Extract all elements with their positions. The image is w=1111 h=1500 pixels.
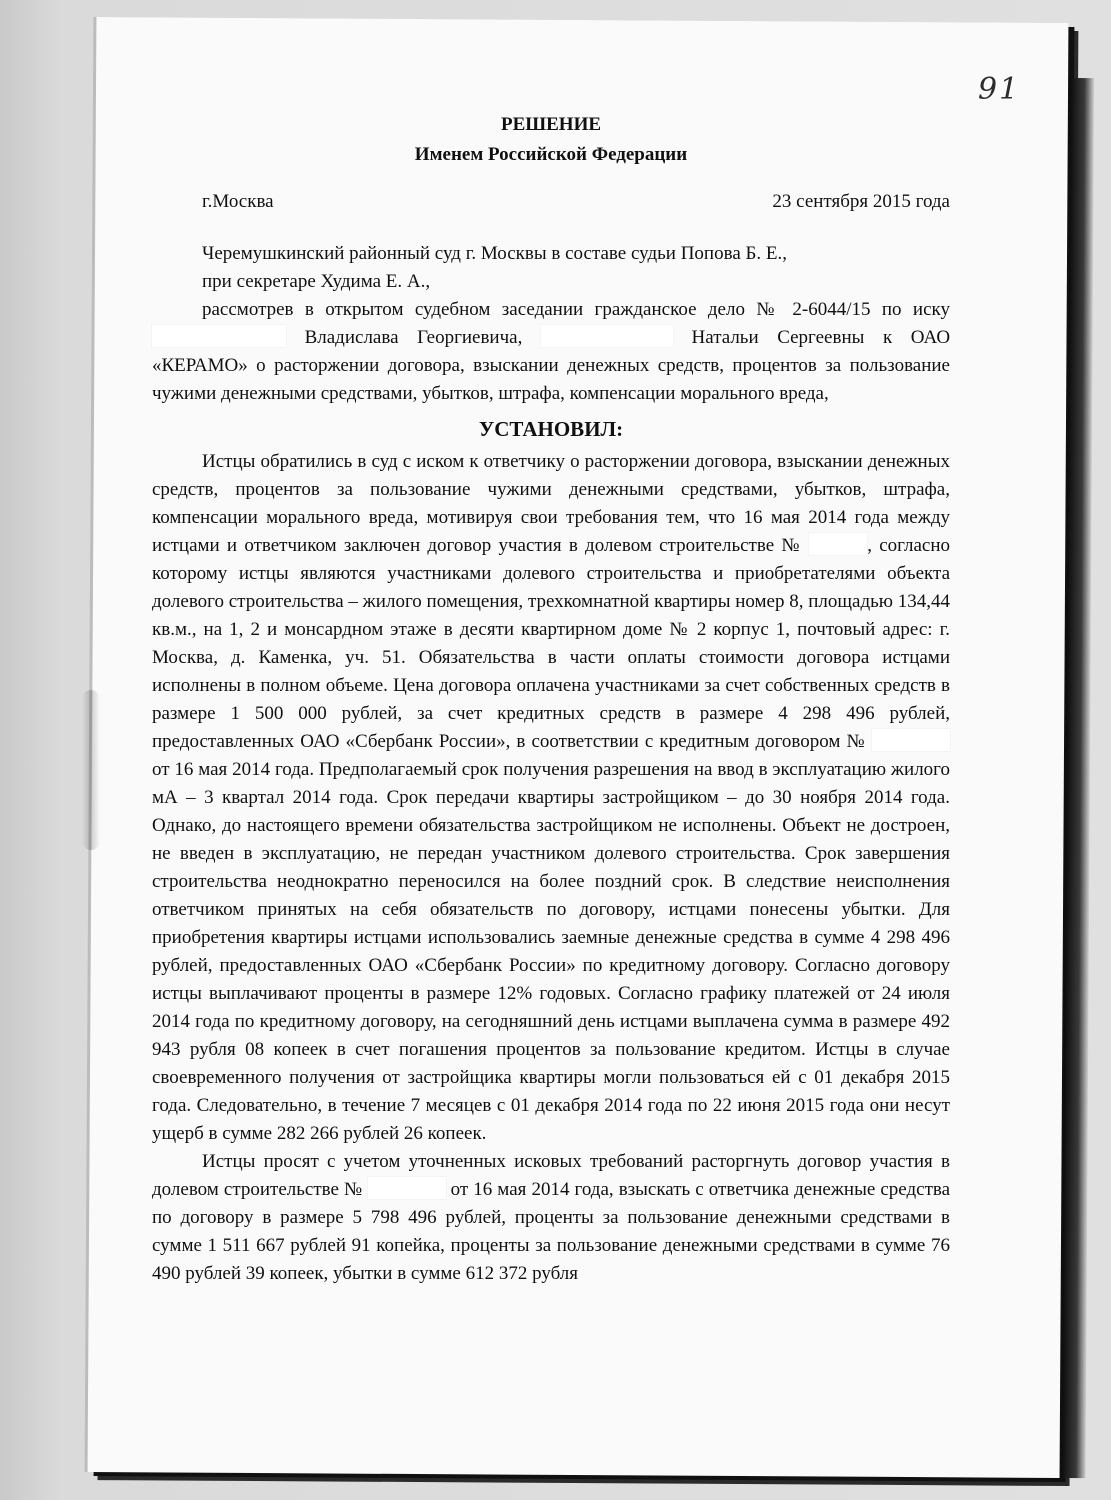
intro-text-rest: Натальи Сергеевны к ОАО «КЕРАМО» о расторжении договора, взыскании денежных средств, процентов за пользование чужими денежными средствами, убытков, штрафа, компенсации морального вреда, [152,327,951,404]
paragraph-text: Истцы обратились в суд с иском к ответчику о расторжении договора, взыскании денежных средств, процентов за пользование чужими денежными средствами, убытков, штрафа, компенсации морального вреда, мотивируя свои требования тем, что 16 мая 2014 года между истцами и ответчиком заключен договор участия в долевом строительстве № [152,451,950,556]
section-heading: УСТАНОВИЛ: [478,417,624,441]
paragraph-text: от 16 мая 2014 года. Предполагаемый срок получения разрешения на ввод в эксплуатацию жилого мА – 3 квартал 2014 года. Срок передачи квартиры застройщиком – до 30 ноября 2014 года. Однако, до настоящего времени обязательства застройщиком не исполнены. Объект не достроен, не введен в эксплуатацию, не передан участником долевого строительства. Срок завершения строительства неоднократно переносился на более поздний срок. В следствие неисполнения ответчиком принятых на себя обязательств по договору, истцами понесены убытки. Для приобретения квартиры истцами использовались заемные денежные средства в сумме 4 298 496 рублей, предоставленных ОАО «Сбербанк России» по кредитному договору. Согласно договору истцы выплачивают проценты в размере 12% годовых. Согласно графику платежей от 24 июля 2014 года по кредитному договору, на сегодняшний день истцами выплачена сумма в размере 492 943 рубля 08 копеек в счет погашения процентов за пользование кредитом. Истцы в случае своевременного получения от застройщика квартиры могли пользоваться ей с 01 декабря 2015 года. Следовательно, в течение 7 месяцев с 01 декабря 2014 года по 22 июня 2015 года они несут ущерб в сумме 282 266 рублей 26 копеек. [152,759,950,1144]
redaction-block [541,325,673,347]
intro-text-mid: Владислава Георгиевича, [304,327,523,348]
redaction-block [368,1177,446,1199]
paragraph-text: , согласно которому истцы являются участниками долевого строительства и приобретателями объекта долевого строительства – жилого помещения, трехкомнатной квартиры номер 8, площадью 134,44 кв.м., на 1, 2 и монсардном этаже в десяти квартирном доме № 2 корпус 1, почтовый адрес: г. Москва, д. Каменка, уч. 51. Обязательства в части оплаты стоимости договора истцами исполнены в полном объеме. Цена договора оплачена участниками за счет собственных средств в размере 1 500 000 рублей, за счет кредитных средств в размере 4 298 496 рублей, предоставленных ОАО «Сбербанк России», в соответствии с кредитным договором № [152,535,951,752]
court-composition: Черемушкинский районный суд г. Москвы в составе судьи Попова Б. Е., [202,243,788,264]
page-crease [82,690,100,850]
handwritten-page-number: 91 [978,72,1021,107]
intro-text-start: рассмотрев в открытом судебном заседании гражданское дело № 2-6044/15 по иску [202,299,950,320]
paragraph-claims [152,448,950,1148]
paragraph-requests [152,1148,950,1288]
paragraph-text: от 16 мая 2014 года, взыскать с ответчика денежные средства по договору в размере 5 798 496 рублей, проценты за пользование денежными средствами в сумме 1 511 667 рублей 91 копейка, проценты за пользование денежными средствами в сумме 76 490 рублей 39 копеек, убытки в сумме 612 372 рубля [152,1179,951,1284]
court-secretary: при секретаре Худима Е. А., [202,271,431,292]
document-title: РЕШЕНИЕ [500,114,602,135]
document-subtitle: Именем Российской Федерации [414,144,688,165]
place: г.Москва [202,191,274,212]
paragraph-text: Истцы просят с учетом уточненных исковых требований расторгнуть договор участия в долевом строительстве № [152,1151,950,1200]
redaction-block [872,729,950,751]
document-body [152,110,950,1288]
intro-paragraph [152,296,950,408]
date: 23 сентября 2015 года [772,191,950,212]
redaction-block [152,325,286,347]
place-date-row [152,186,950,218]
redaction-block [809,533,867,555]
